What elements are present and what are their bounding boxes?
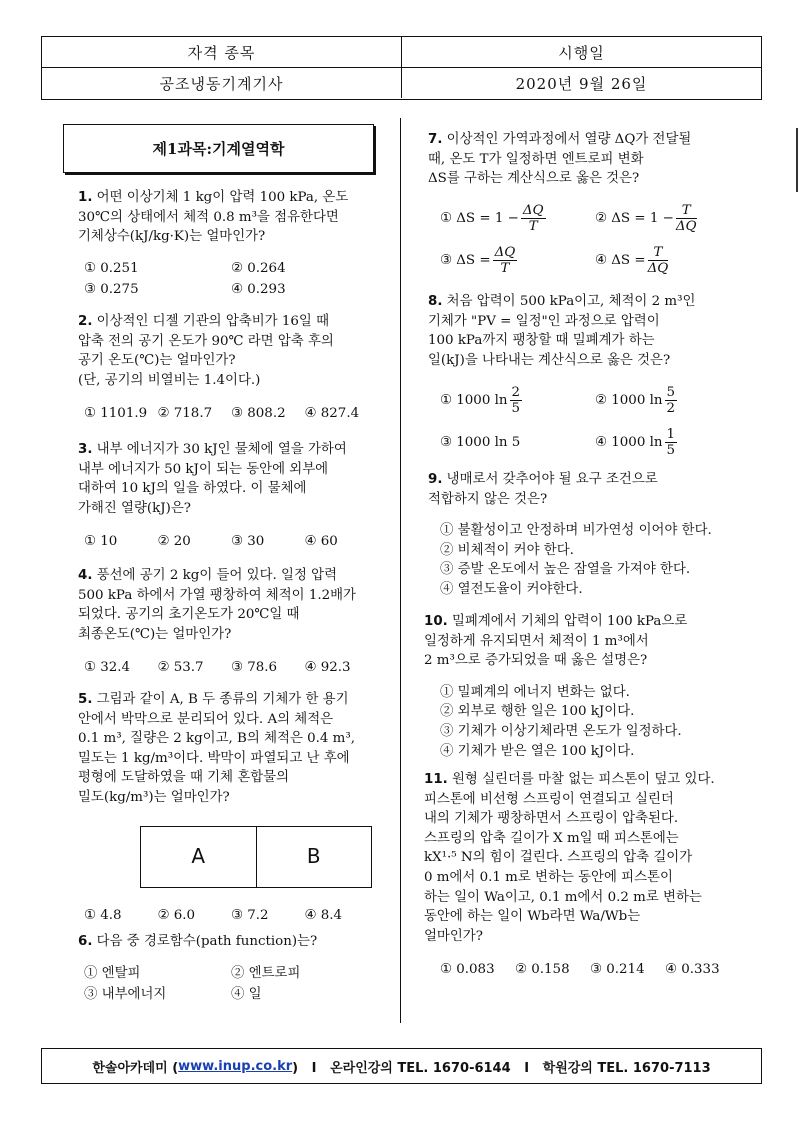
option-2[interactable]: ② 0.158 [515, 962, 570, 978]
option-2-lead: ② 1000 ln [595, 392, 663, 408]
option-3[interactable]: ③ 1000 ln 5 [440, 434, 521, 450]
option-2[interactable]: ② 53.7 [157, 660, 204, 676]
question-text: 풍선에 공기 2 kg이 들어 있다. 일정 압력 500 kPa 하에서 가열 팽창하여 체적이 1.2배가 되었다. 공기의 초기온도가 20℃일 때 최종온도(℃)는 얼마인가? [78, 568, 356, 642]
question-number: 8. [428, 294, 443, 309]
question-number: 10. [424, 614, 448, 629]
option-1[interactable]: ① 0.251 [84, 260, 139, 276]
header-label-subject: 자격 종목 [187, 43, 256, 62]
option-1[interactable]: ① 밀폐계의 에너지 변화는 없다. [440, 684, 630, 700]
option-3[interactable]: ③ 기체가 이상기체라면 온도가 일정하다. [440, 723, 682, 739]
option-2[interactable]: ② 6.0 [157, 907, 196, 923]
option-1[interactable]: ① 불활성이고 안정하며 비가연성 이어야 한다. [440, 523, 712, 539]
option-2[interactable] [595, 201, 750, 237]
numerator: ΔQ [494, 245, 516, 261]
fraction [510, 385, 523, 416]
option-3[interactable]: ③ 0.275 [84, 282, 139, 298]
option-3[interactable]: ③ 증발 온도에서 높은 잠열을 가져야 한다. [440, 562, 691, 578]
option-2[interactable]: ② 엔트로피 [231, 965, 301, 981]
question-number: 9. [428, 472, 443, 487]
question-number: 11. [424, 772, 448, 787]
gas-a-label: A [191, 843, 206, 868]
question-9 [428, 470, 760, 600]
option-1[interactable] [440, 382, 595, 418]
option-2[interactable]: ② 외부로 행한 일은 100 kJ이다. [440, 704, 635, 720]
fraction [676, 203, 697, 234]
option-4[interactable] [595, 243, 750, 279]
column-divider [400, 118, 401, 1023]
denominator: T [500, 261, 510, 277]
question-text: 이상적인 디젤 기관의 압축비가 16일 때 압축 전의 공기 온도가 90℃ 라면 압축 후의 공기 온도(℃)는 얼마인가? (단, 공기의 비열비는 1.4이다.) [78, 314, 334, 388]
question-text: 내부 에너지가 30 kJ인 물체에 열을 가하여 내부 에너지가 50 kJ이 되는 동안에 외부에 대하여 10 kJ의 일을 하였다. 이 물체에 가해진 열량(kJ)은? [78, 442, 347, 516]
option-1[interactable]: ① 4.8 [84, 907, 122, 923]
question-number: 1. [78, 190, 93, 205]
fraction [493, 245, 518, 276]
question-7 [428, 130, 750, 279]
header-label-date: 시행일 [401, 37, 761, 67]
option-2[interactable] [595, 382, 750, 418]
option-4-lead: ④ 1000 ln [595, 434, 663, 450]
option-1[interactable]: ① 엔탈피 [84, 965, 141, 981]
question-number: 3. [78, 442, 93, 457]
denominator: T [528, 219, 538, 235]
gas-container-diagram [140, 826, 372, 888]
option-1[interactable]: ① 0.083 [440, 962, 495, 978]
header-subject-value: 공조냉동기계기사 [159, 74, 284, 93]
option-2[interactable]: ② 20 [157, 534, 191, 550]
footer-bar [41, 1048, 762, 1084]
option-4[interactable]: ④ 8.4 [304, 907, 343, 923]
option-4[interactable] [595, 424, 750, 460]
question-6 [78, 932, 378, 1005]
option-4-lead: ④ ΔS = [595, 252, 646, 268]
question-2 [78, 312, 378, 424]
question-5 [78, 690, 378, 925]
question-3 [78, 440, 378, 552]
option-2[interactable]: ② 718.7 [157, 406, 213, 422]
footer-name: 한솔아카데미 ( [92, 1060, 179, 1076]
question-text: 어떤 이상기체 1 kg이 압력 100 kPa, 온도 30℃의 상태에서 체적 0.8 m³을 점유한다면 기체상수(kJ/kg·K)는 얼마인가? [78, 190, 349, 245]
edge-mark [796, 128, 798, 192]
question-text: 그림과 같이 A, B 두 종류의 기체가 한 용기 안에서 박막으로 분리되어 있다. A의 체적은 0.1 m³, 질량은 2 kg이고, B의 체적은 0.4 m³, 밀도는 1 kg/m³이다. 박막이 파열되고 난 후에 평형에 도달하였을 때 기체 혼합물의 밀도(kg/m³)는 얼마인가? [78, 692, 356, 805]
option-2[interactable]: ② 0.264 [231, 260, 286, 276]
question-text: 원형 실린더를 마찰 없는 피스톤이 덮고 있다. 피스톤에 비선형 스프링이 연결되고 실린더 내의 기체가 팽창하면서 스프링이 압축된다. 스프링의 압축 길이가 X m일 때 피스톤에는 kX¹·⁵ N의 힘이 걸린다. 스프링의 압축 길이가 0 m에서 0.1 m로 변하는 동안에 피스톤이 하는 일이 Wa이고, 0.1 m에서 0.2 m로 변하는 동안에 하는 일이 Wb라면 Wa/Wb는 얼마인가? [424, 772, 715, 944]
question-1 [78, 188, 378, 300]
option-4[interactable]: ④ 0.333 [665, 962, 720, 978]
fraction [665, 427, 678, 458]
option-3[interactable]: ③ 78.6 [231, 660, 278, 676]
numerator: T [676, 203, 697, 219]
option-4[interactable]: ④ 827.4 [304, 406, 360, 422]
option-3[interactable]: ③ 7.2 [231, 907, 269, 923]
option-3[interactable]: ③ 808.2 [231, 406, 286, 422]
denominator: ΔQ [647, 261, 669, 277]
numerator: 1 [666, 426, 676, 442]
numerator: 5 [666, 384, 676, 400]
question-number: 6. [78, 934, 93, 949]
footer-contact: ) I 온라인강의 TEL. 1670-6144 I 학원강의 TEL. 1670-7113 [292, 1060, 711, 1076]
question-text: 밀폐계에서 기체의 압력이 100 kPa으로 일정하게 유지되면서 체적이 1 m³에서 2 m³으로 증가되었을 때 옳은 설명은? [424, 614, 688, 669]
option-1[interactable]: ① 1101.9 [84, 406, 148, 422]
fraction [521, 203, 546, 234]
option-3[interactable]: ③ 내부에너지 [84, 987, 167, 1003]
option-3-lead: ③ ΔS = [440, 252, 491, 268]
option-3[interactable]: ③ 0.214 [590, 962, 645, 978]
question-number: 2. [78, 314, 93, 329]
option-4[interactable]: ④ 기체가 받은 열은 100 kJ이다. [440, 743, 635, 759]
question-number: 4. [78, 568, 93, 583]
question-8 [428, 292, 750, 460]
question-number: 5. [78, 692, 93, 707]
denominator: 2 [666, 400, 676, 416]
question-text: 이상적인 가역과정에서 열량 ΔQ가 전달될 때, 온도 T가 일정하면 엔트로피 변화 ΔS를 구하는 계산식으로 옳은 것은? [428, 132, 692, 187]
question-text: 냉매로서 갖추어야 될 요구 조건으로 적합하지 않은 것은? [428, 472, 658, 507]
option-4[interactable]: ④ 0.293 [231, 282, 286, 298]
option-1[interactable]: ① 10 [84, 534, 118, 550]
denominator: 5 [666, 442, 676, 458]
denominator: ΔQ [675, 219, 697, 235]
option-1[interactable]: ① 32.4 [84, 660, 131, 676]
header-date-value: 2020년 9월 26일 [401, 68, 761, 98]
option-4[interactable]: ④ 일 [231, 987, 262, 1003]
denominator: 5 [511, 400, 521, 416]
fraction [665, 385, 678, 416]
numerator: T [648, 245, 669, 261]
question-text: 다음 중 경로함수(path function)는? [96, 934, 318, 949]
option-2-lead: ② ΔS = 1 − [595, 210, 674, 226]
header-table [41, 36, 762, 100]
question-10 [424, 612, 756, 761]
question-number: 7. [428, 132, 443, 147]
question-4 [78, 566, 378, 678]
option-1-lead: ① ΔS = 1 − [440, 210, 519, 226]
gas-b-label: B [256, 827, 372, 887]
numerator: ΔQ [522, 203, 544, 219]
option-4[interactable]: ④ 92.3 [304, 660, 351, 676]
question-text: 처음 압력이 500 kPa이고, 체적이 2 m³인 기체가 "PV = 일정"인 과정으로 압력이 100 kPa까지 팽창할 때 밀폐계가 하는 일(kJ)을 나타내는 계산식으로 옳은 것은? [428, 294, 696, 368]
option-3[interactable]: ③ 30 [231, 534, 265, 550]
option-2[interactable]: ② 비체적이 커야 한다. [440, 542, 574, 558]
option-1[interactable] [440, 201, 595, 237]
option-4[interactable]: ④ 열전도율이 커야한다. [440, 581, 583, 597]
question-11 [424, 770, 764, 980]
fraction [648, 245, 669, 276]
option-1-lead: ① 1000 ln [440, 392, 508, 408]
numerator: 2 [511, 384, 521, 400]
option-3[interactable] [440, 243, 595, 279]
option-4[interactable]: ④ 60 [304, 534, 338, 550]
footer-website-link[interactable]: www.inup.co.kr [178, 1058, 293, 1074]
subject-title: 제1과목:기계열역학 [63, 124, 374, 173]
